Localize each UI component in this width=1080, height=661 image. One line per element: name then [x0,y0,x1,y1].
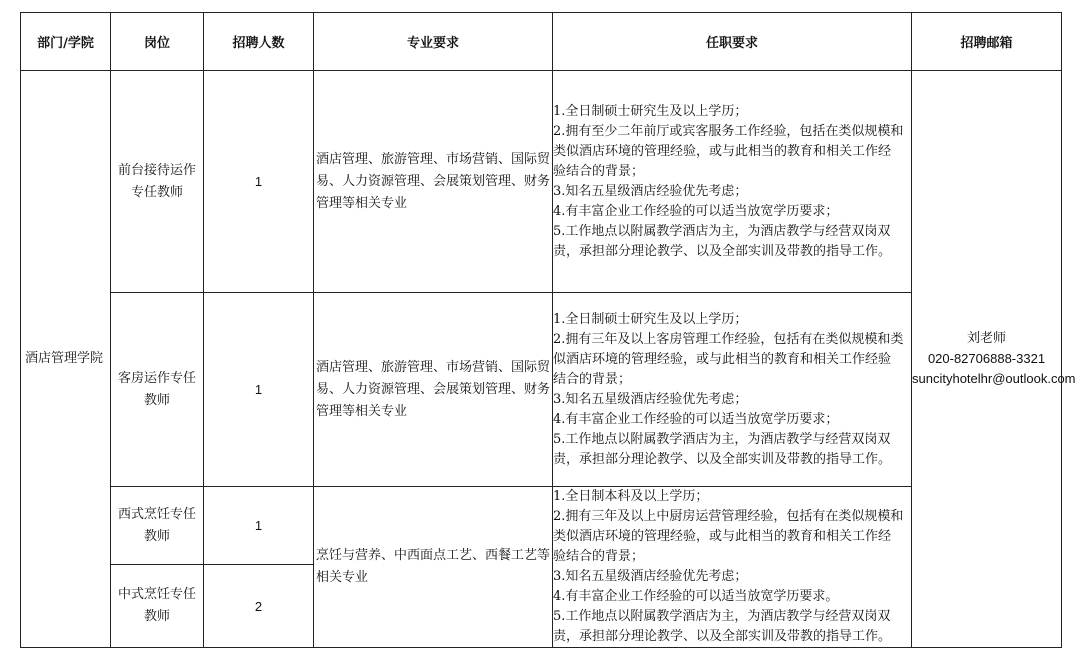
recruitment-table [20,12,1076,648]
requirement-line: 责，承担部分理论教学、以及全部实训及带教的指导工作。 [553,629,892,644]
position-line: 前台接待运作 [117,162,196,178]
requirement-line: 验结合的背景； [553,549,645,564]
requirements-cell [553,293,912,487]
header-email: 招聘邮箱 [912,13,1062,71]
requirement-line: 2.拥有至少二年前厅或宾客服务工作经验，包括在类似规模和 [553,123,904,139]
major-line: 易、人力资源管理、会展策划管理、财务 [316,173,551,189]
position-line: 客房运作专任 [117,370,196,386]
major-line: 易、人力资源管理、会展策划管理、财务 [316,381,551,397]
requirements-cell [553,487,912,648]
position-cell [111,487,204,565]
department-cell: 酒店管理学院 [21,71,111,648]
requirement-line: 3.知名五星级酒店经验优先考虑； [553,391,748,407]
header-position: 岗位 [111,13,204,71]
header-dept: 部门/学院 [21,13,111,71]
requirement-line: 2.拥有三年及以上客房管理工作经验，包括有在类似规模和类 [553,331,904,347]
count-cell: 1 [204,487,314,565]
header-row [21,13,1062,71]
contact-phone: 020-82706888-3321 [927,351,1046,366]
requirement-line: 4.有丰富企业工作经验的可以适当放宽学历要求； [553,411,839,427]
header-requirements: 任职要求 [553,13,912,71]
requirement-line: 3.知名五星级酒店经验优先考虑； [553,569,748,584]
position-line: 专任教师 [130,184,183,200]
requirement-line: 1.全日制本科及以上学历； [553,489,709,504]
requirement-line: 5.工作地点以附属教学酒店为主，为酒店教学与经营双岗双 [553,609,891,624]
position-line: 教师 [143,609,170,625]
major-line: 酒店管理、旅游管理、市场营销、国际贸 [316,359,551,375]
header-major: 专业要求 [314,13,553,71]
major-cell [314,293,553,487]
requirement-line: 责，承担部分理论教学、以及全部实训及带教的指导工作。 [553,451,892,467]
major-line: 相关专业 [316,570,369,585]
requirement-line: 似酒店环境的管理经验，或与此相当的教育和相关工作经验 [553,351,892,367]
requirement-line: 2.拥有三年及以上中厨房运营管理经验，包括有在类似规模和 [553,509,904,524]
requirement-line: 4.有丰富企业工作经验的可以适当放宽学历要求； [553,203,839,219]
requirement-line: 4.有丰富企业工作经验的可以适当放宽学历要求。 [553,589,839,604]
major-line: 管理等相关专业 [316,195,408,211]
requirement-line: 验结合的背景； [553,163,645,179]
requirement-line: 1.全日制硕士研究生及以上学历； [553,311,748,327]
requirement-line: 类似酒店环境的管理经验，或与此相当的教育和相关工作经 [553,143,892,159]
table-row [21,487,1062,565]
position-line: 中式烹饪专任 [117,587,196,603]
requirement-line: 责，承担部分理论教学、以及全部实训及带教的指导工作。 [553,243,892,259]
requirement-line: 结合的背景； [553,371,632,387]
count-cell: 1 [204,71,314,293]
position-cell [111,293,204,487]
major-line: 酒店管理、旅游管理、市场营销、国际贸 [316,151,551,167]
requirement-line: 类似酒店环境的管理经验，或与此相当的教育和相关工作经 [553,529,892,544]
position-line: 教师 [143,528,170,544]
major-line: 管理等相关专业 [316,403,408,419]
requirement-line: 1.全日制硕士研究生及以上学历； [553,103,748,119]
position-cell [111,71,204,293]
contact-name: 刘老师 [966,331,1006,346]
major-line: 烹饪与营养、中西面点工艺、西餐工艺等 [316,548,551,563]
contact-email: suncityhotelhr@outlook.com [912,371,1076,386]
position-cell [111,565,204,648]
position-line: 西式烹饪专任 [117,506,196,522]
requirement-line: 5.工作地点以附属教学酒店为主，为酒店教学与经营双岗双 [553,223,891,239]
major-cell [314,71,553,293]
contact-cell [912,71,1076,648]
requirement-line: 3.知名五星级酒店经验优先考虑； [553,183,748,199]
table-row [21,71,1062,293]
count-cell: 1 [204,293,314,487]
requirement-line: 5.工作地点以附属教学酒店为主，为酒店教学与经营双岗双 [553,431,891,447]
position-line: 教师 [143,392,170,408]
major-cell [314,487,553,648]
header-count: 招聘人数 [204,13,314,71]
table-row [21,293,1062,487]
requirements-cell [553,71,912,293]
count-cell: 2 [204,565,314,648]
